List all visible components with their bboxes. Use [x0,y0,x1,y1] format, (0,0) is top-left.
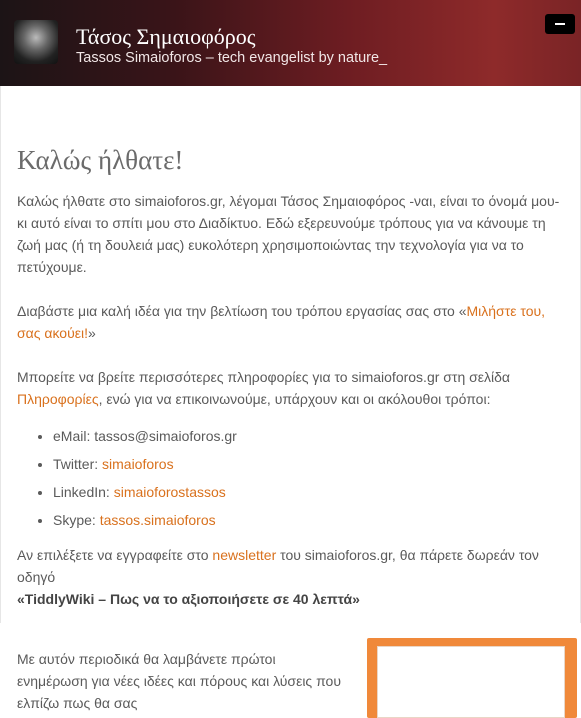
contact-email [53,422,564,450]
skype-link[interactable]: tassos.simaioforos [100,512,216,528]
contact-label: Twitter: [53,456,102,472]
guide-cover-page [377,646,565,718]
guide-cover-image[interactable] [367,638,577,718]
avatar[interactable] [14,20,58,64]
info-link[interactable]: Πληροφορίες [17,391,99,407]
linkedin-link[interactable]: simaioforostassos [114,484,226,500]
contact-linkedin [53,478,564,506]
menu-toggle-button[interactable] [545,14,575,34]
idea-link[interactable]: Μιλήστε του, σας ακούει! [17,303,545,341]
hamburger-icon [555,23,565,25]
newsletter-text: Αν επιλέξετε να εγγραφείτε στο [17,547,212,563]
newsletter-text-mid: του simaioforos.gr, θα πάρετε δωρεάν τον οδηγό [17,547,539,585]
idea-paragraph [17,300,564,344]
contact-skype [53,506,564,534]
site-header [0,0,581,86]
contact-label: eMail: [53,428,94,444]
info-text: Μπορείτε να βρείτε περισσότερες πληροφορίες για το simaioforos.gr στη σελίδα [17,369,510,385]
twitter-link[interactable]: simaioforos [102,456,174,472]
contact-twitter [53,450,564,478]
page-title: Καλώς ήλθατε! [17,144,564,176]
idea-suffix: » [88,325,96,341]
contact-list [17,422,564,534]
site-title[interactable]: Τάσος Σημαιοφόρος [76,24,255,50]
main-content [0,86,581,623]
info-suffix: , ενώ για να επικοινωνούμε, υπάρχουν και οι ακόλουθοι τρόποι: [99,391,491,407]
promo-section [17,648,564,714]
info-paragraph [17,366,564,410]
email-value: tassos@simaioforos.gr [94,428,237,444]
promo-text: Με αυτόν περιοδικά θα λαμβάνετε πρώτοι ενημέρωση για νέες ιδέες και πόρους και λύσεις που ελπίζω πως θα σας [17,648,347,714]
idea-text: Διαβάστε μια καλή ιδέα για την βελτίωση του τρόπου εργασίας σας στο « [17,303,467,319]
intro-paragraph: Καλώς ήλθατε στο simaioforos.gr, λέγομαι Τάσος Σημαιοφόρος -ναι, είναι το όνομά μου- κι αυτό είναι το σπίτι μου στο Διαδίκτυο. Εδώ εξερευνούμε τρόπους για να κάνουμε τη ζωή μας (ή τη δουλειά μας) ευκολότερη χρησιμοποιώντας την τεχνολογία για να το πετύχουμε. [17,190,564,278]
newsletter-link[interactable]: newsletter [212,547,276,563]
guide-title: «TiddlyWiki – Πως να το αξιοποιήσετε σε 40 λεπτά» [17,591,360,607]
contact-label: Skype: [53,512,100,528]
contact-label: LinkedIn: [53,484,114,500]
newsletter-paragraph [17,544,564,610]
site-tagline: Tassos Simaioforos – tech evangelist by nature_ [76,50,387,66]
